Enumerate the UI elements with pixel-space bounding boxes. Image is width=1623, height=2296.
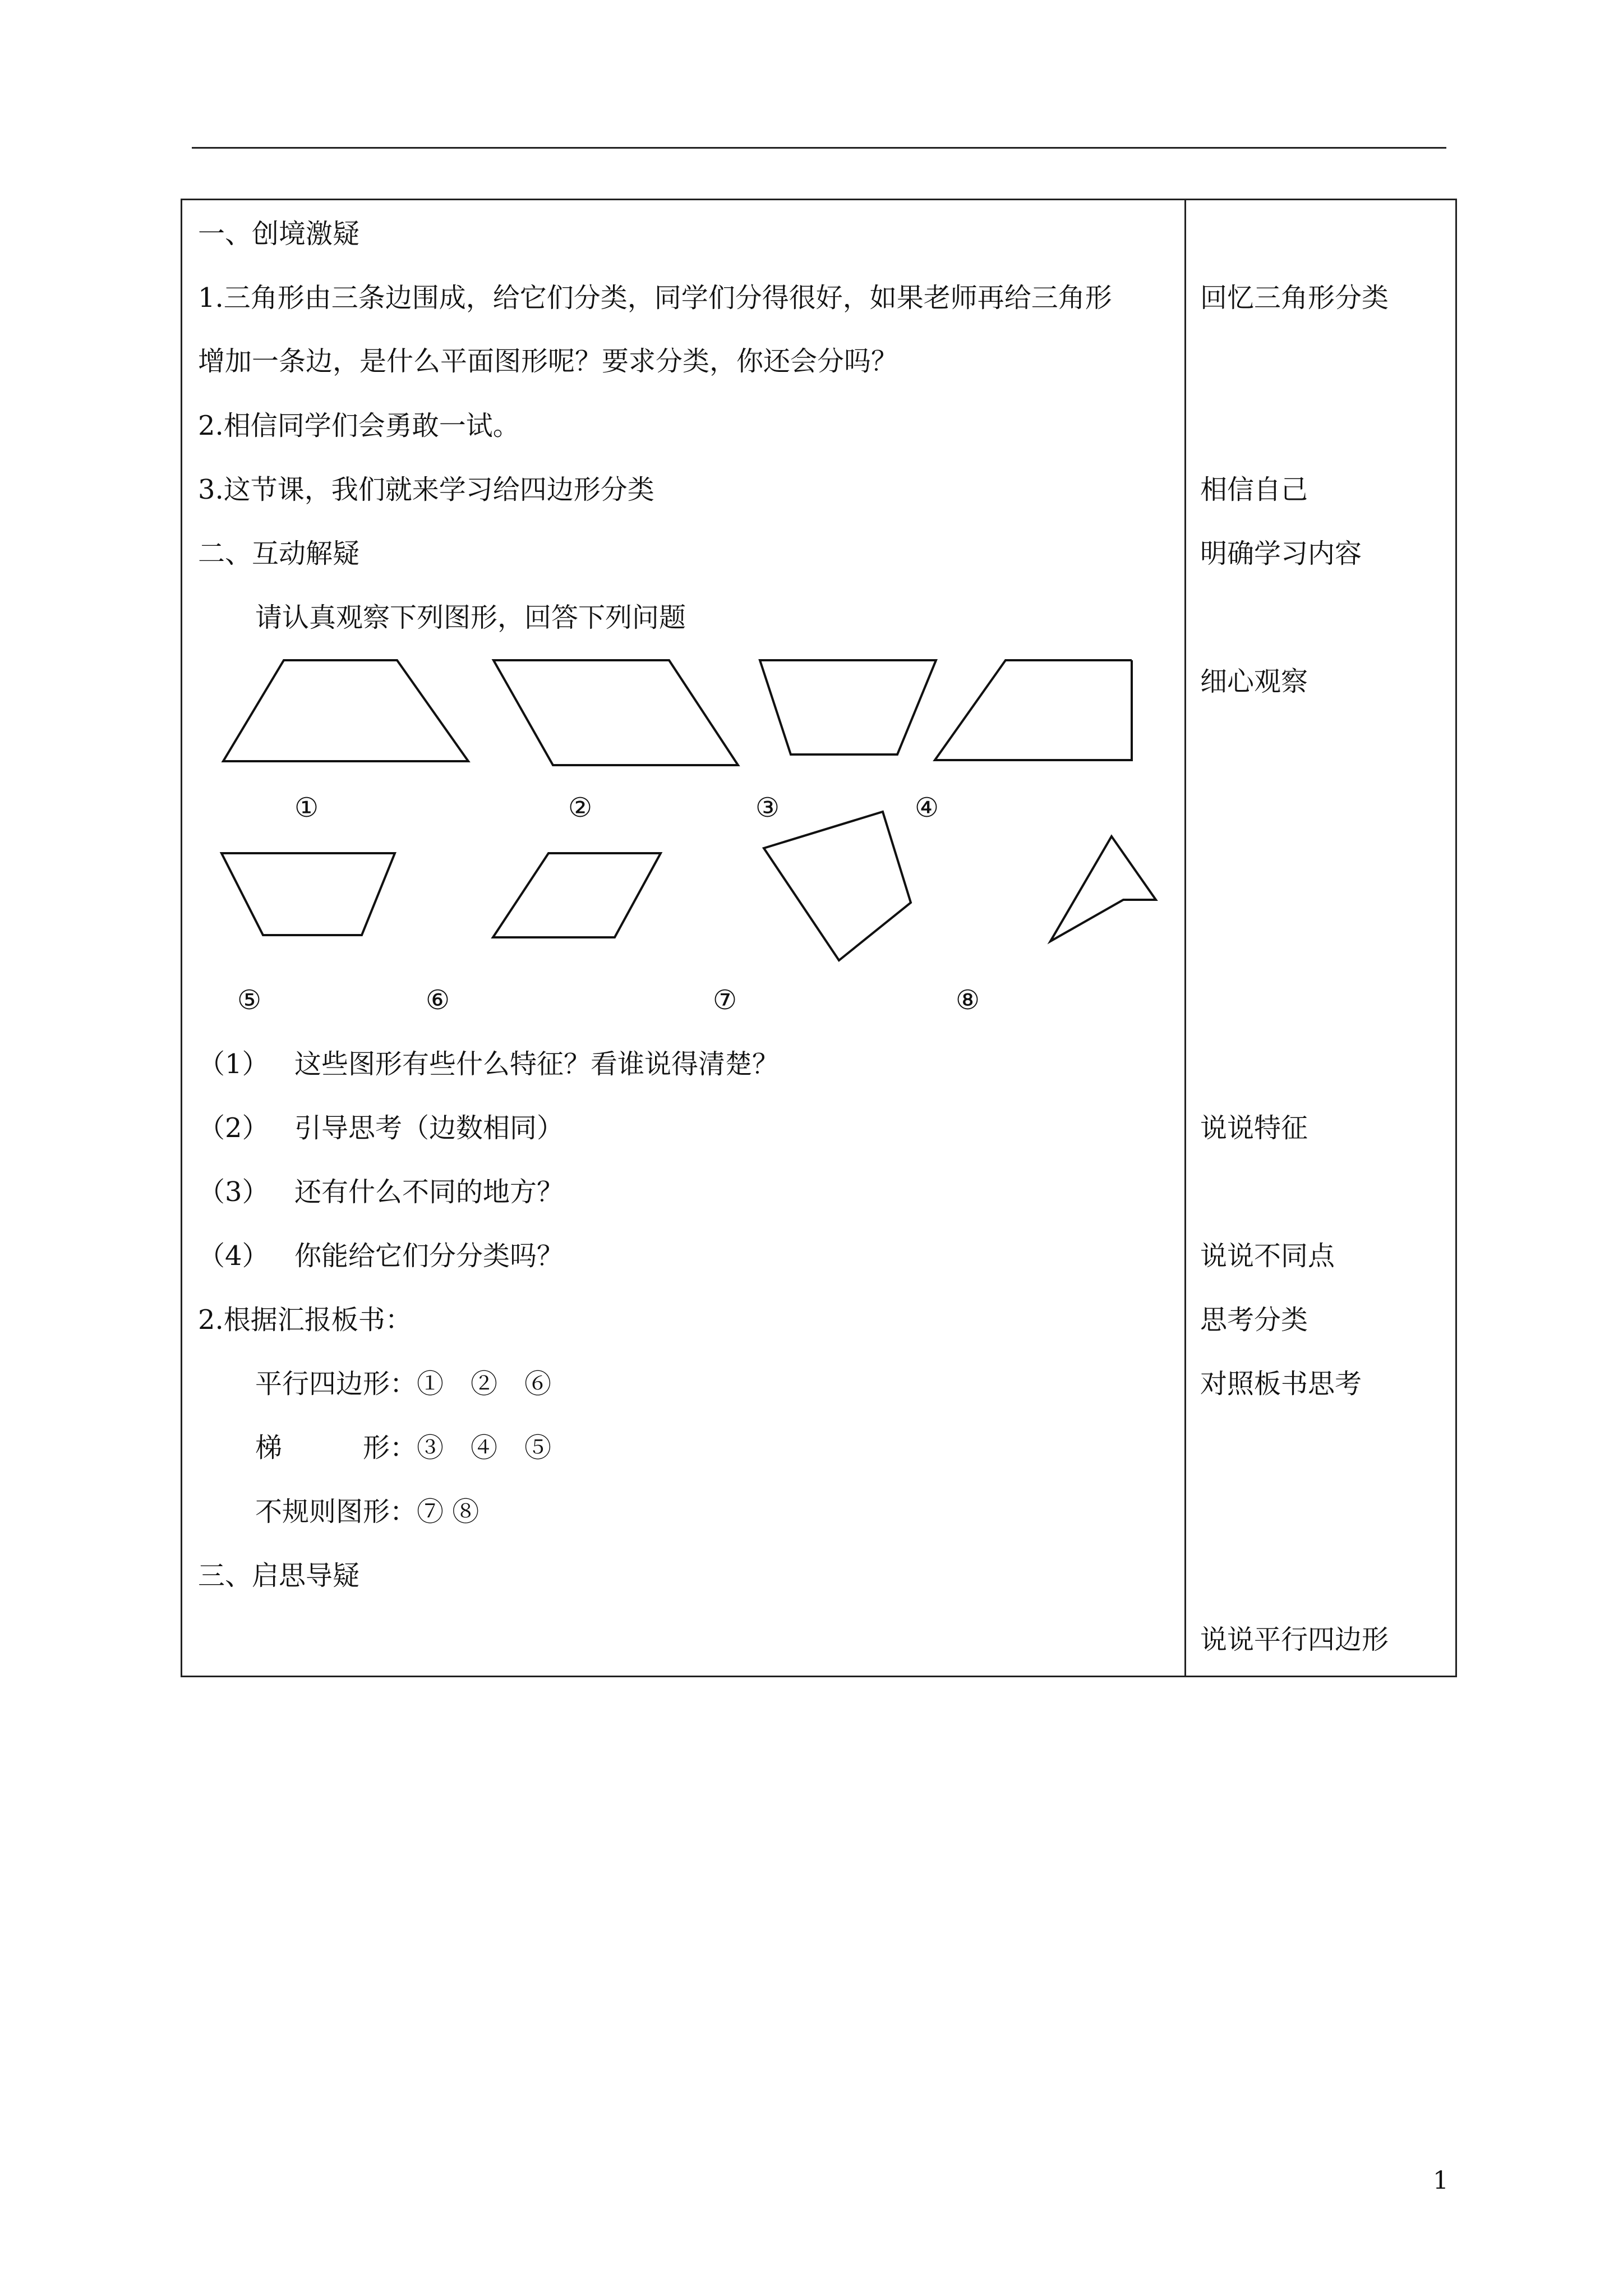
question-2-num: （2） xyxy=(198,1112,269,1144)
header-rule xyxy=(192,147,1446,149)
shape-7-irregular xyxy=(764,812,911,960)
note-differences: 说说不同点 xyxy=(1200,1240,1335,1272)
note-clarify: 明确学习内容 xyxy=(1200,538,1362,569)
section2-title: 二、互动解疑 xyxy=(198,538,360,569)
item2: 2.相信同学们会勇敢一试。 xyxy=(198,410,520,441)
shape-5-trapezoid xyxy=(222,853,395,935)
lesson-table xyxy=(181,199,1457,1677)
shape-label-1: ① xyxy=(294,792,319,823)
note-classify: 思考分类 xyxy=(1200,1304,1308,1336)
question-4-text: 你能给它们分分类吗？ xyxy=(294,1240,564,1272)
note-recall: 回忆三角形分类 xyxy=(1200,282,1389,314)
note-features: 说说特征 xyxy=(1200,1112,1308,1144)
quadrilateral-figures xyxy=(182,200,1459,1042)
question-3-num: （3） xyxy=(198,1176,269,1208)
item1-line2: 增加一条边，是什么平面图形呢？要求分类，你还会分吗？ xyxy=(198,346,898,377)
question-1-num: （1） xyxy=(198,1048,269,1080)
question-2-text: 引导思考（边数相同） xyxy=(294,1112,564,1144)
section1-title: 一、创境激疑 xyxy=(198,218,360,250)
note-observe: 细心观察 xyxy=(1200,666,1308,697)
board-irregular: 不规则图形：⑦ ⑧ xyxy=(255,1496,479,1527)
shape-6-parallelogram xyxy=(493,853,661,937)
shape-label-3: ③ xyxy=(755,792,780,823)
shape-3-trapezoid xyxy=(760,660,936,754)
question-4-num: （4） xyxy=(198,1240,269,1272)
shape-label-4: ④ xyxy=(915,792,939,823)
shape-2-parallelogram xyxy=(494,660,738,765)
note-parallelogram: 说说平行四边形 xyxy=(1200,1624,1389,1655)
note-board-think: 对照板书思考 xyxy=(1200,1368,1362,1400)
item3: 3.这节课，我们就来学习给四边形分类 xyxy=(198,474,654,505)
board-trapezoid: 梯 形：③ ④ ⑤ xyxy=(255,1432,552,1464)
note-believe: 相信自己 xyxy=(1200,474,1308,505)
section3-title: 三、启思导疑 xyxy=(198,1560,360,1591)
shape-label-6: ⑥ xyxy=(426,984,450,1016)
page-number: 1 xyxy=(1433,2166,1449,2195)
question-1-text: 这些图形有些什么特征？看谁说得清楚？ xyxy=(294,1048,780,1080)
shape-label-5: ⑤ xyxy=(237,984,262,1016)
shape-1-parallelogram xyxy=(223,660,468,761)
item1-line1: 1.三角形由三条边围成，给它们分类，同学们分得很好，如果老师再给三角形 xyxy=(198,282,1112,314)
observe-prompt: 请认真观察下列图形，回答下列问题 xyxy=(255,602,686,633)
shape-4-right-trapezoid xyxy=(935,660,1132,760)
board-parallelogram: 平行四边形：① ② ⑥ xyxy=(255,1368,552,1400)
shape-label-8: ⑧ xyxy=(956,984,980,1016)
board-intro: 2.根据汇报板书： xyxy=(198,1304,412,1336)
shape-8-concave xyxy=(1050,836,1156,941)
shape-label-2: ② xyxy=(568,792,593,823)
question-3-text: 还有什么不同的地方？ xyxy=(294,1176,564,1208)
shape-label-7: ⑦ xyxy=(713,984,737,1016)
